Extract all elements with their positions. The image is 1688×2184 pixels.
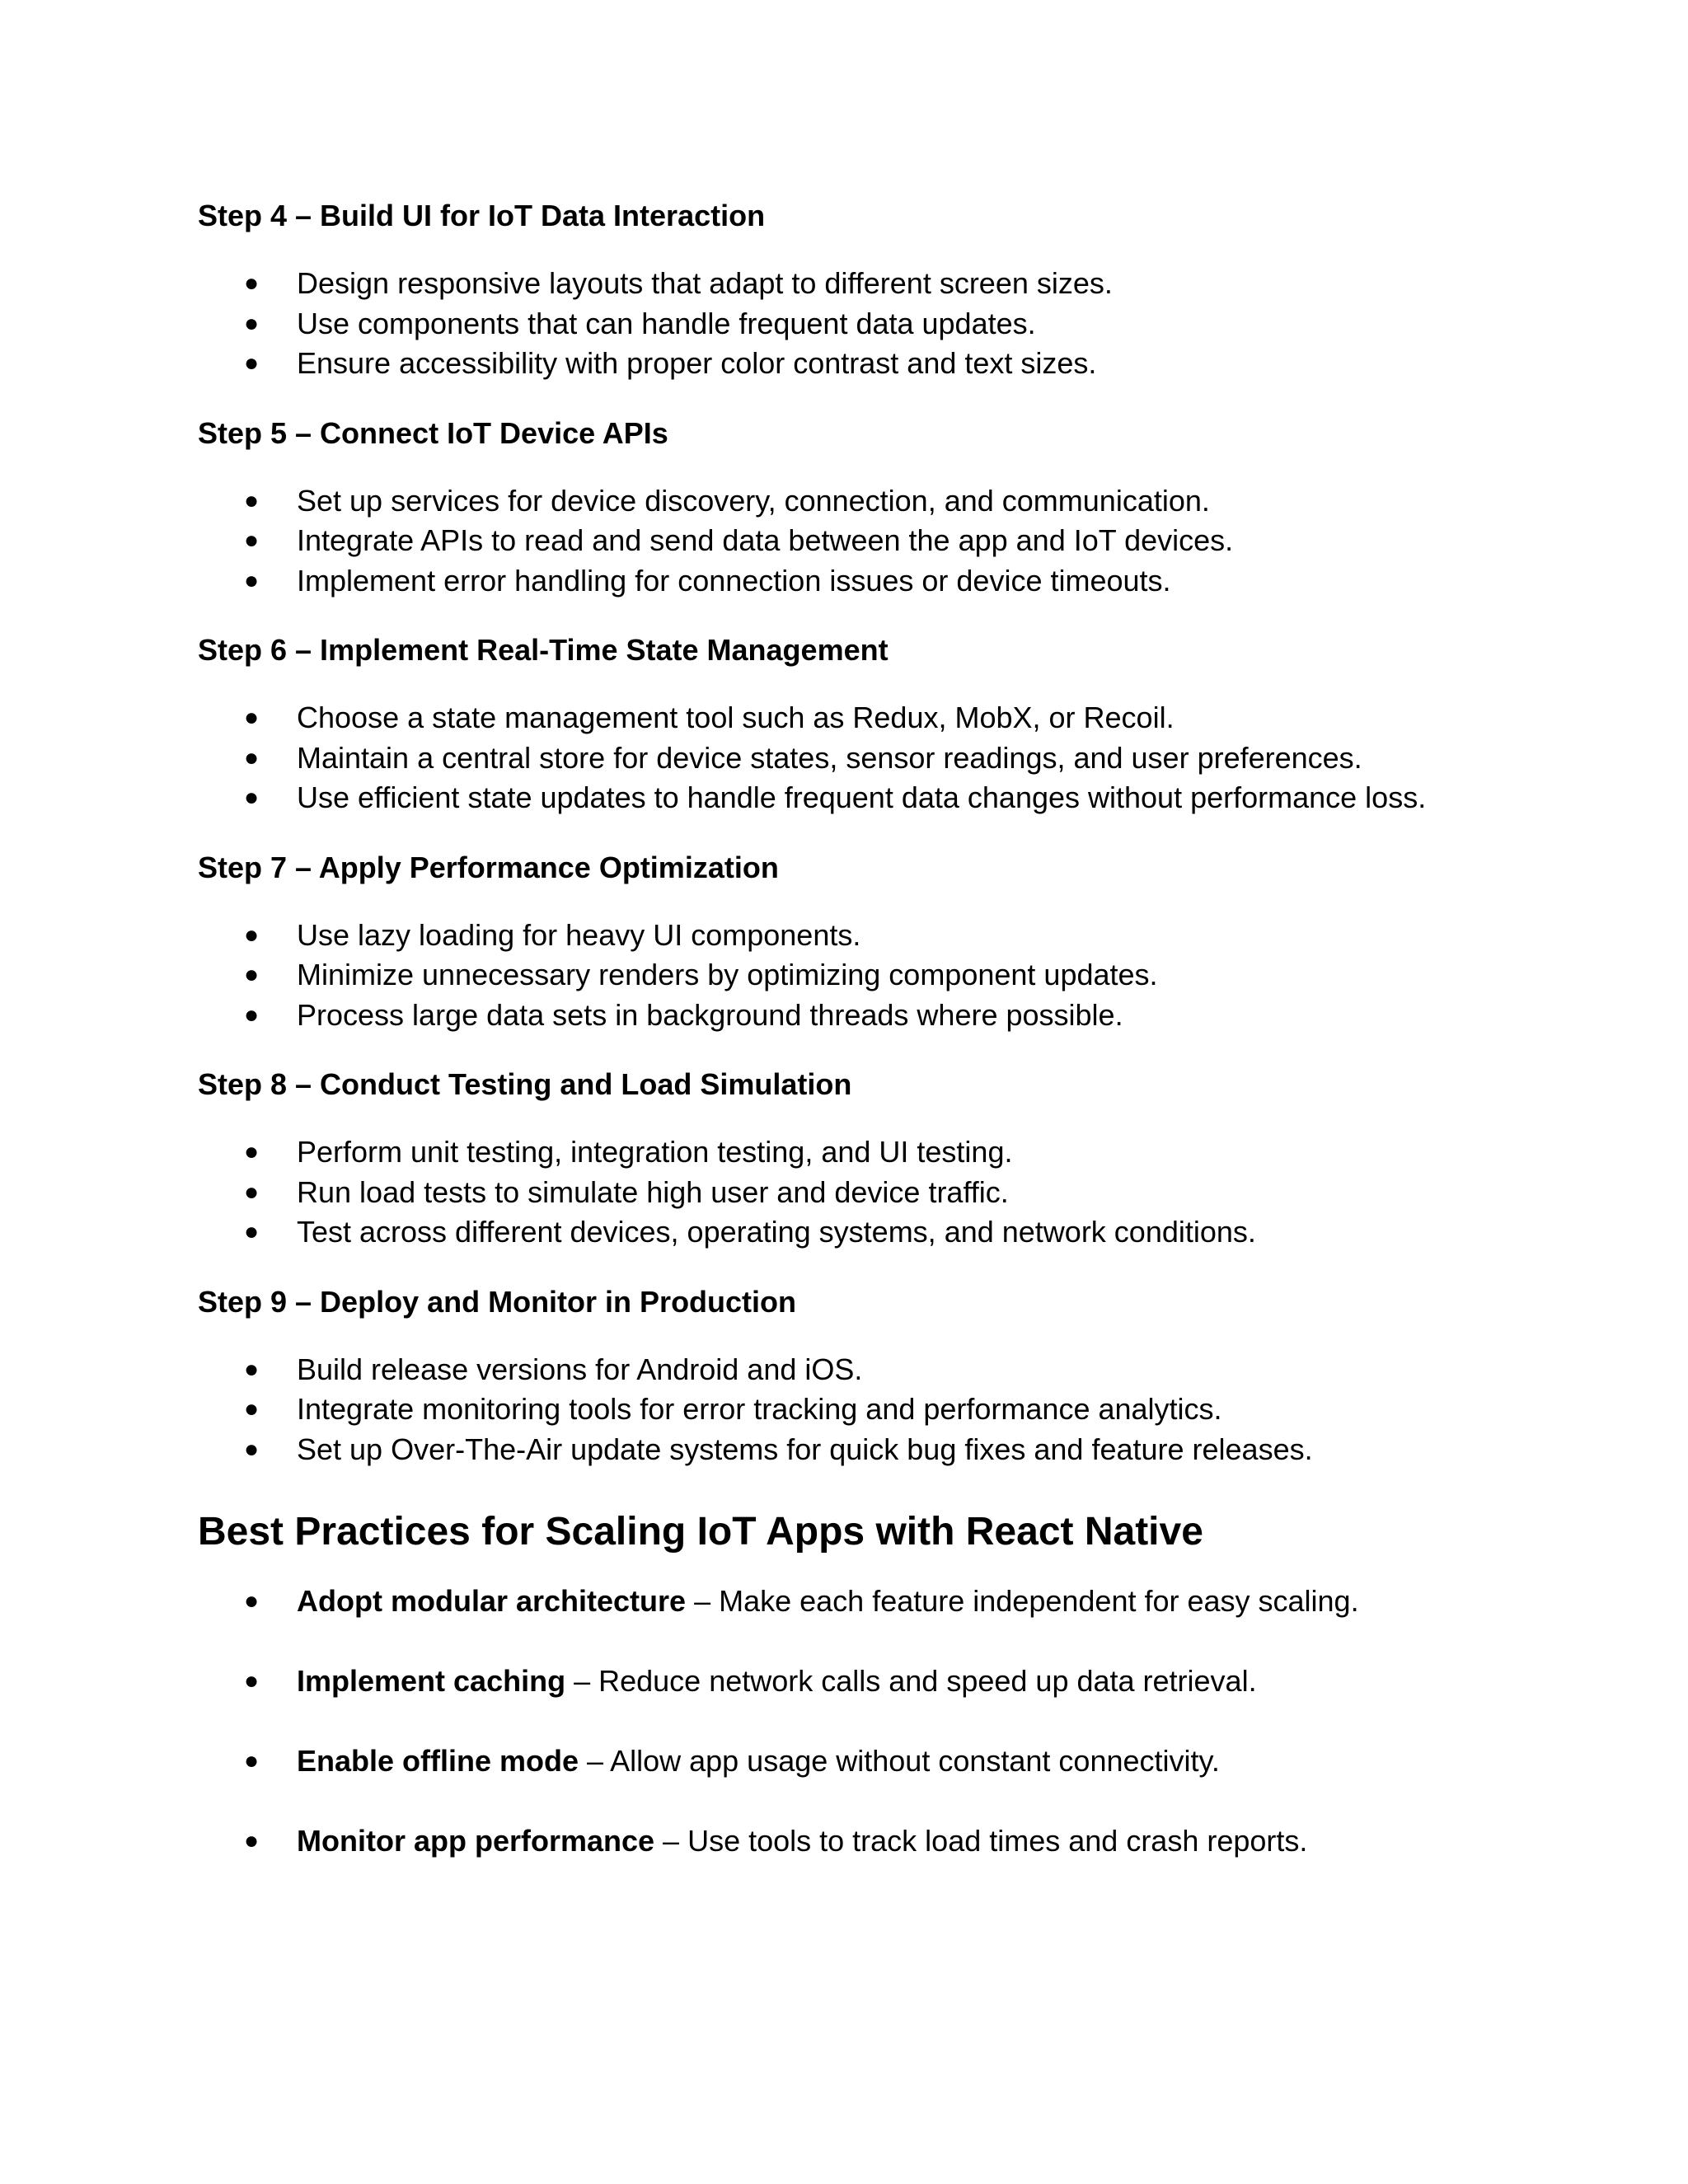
- list-item: [198, 698, 1517, 738]
- step-5-list: [198, 481, 1517, 602]
- step-5-heading: Step 5 – Connect IoT Device APIs: [198, 415, 668, 450]
- list-item-text: Maintain a central store for device states, sensor readings, and user preferences.: [297, 740, 1362, 775]
- list-item: [198, 1212, 1517, 1253]
- step-4-heading: Step 4 – Build UI for IoT Data Interaction: [198, 199, 766, 232]
- list-item-text: Minimize unnecessary renders by optimizing component updates.: [297, 958, 1158, 991]
- bullet-icon: ●: [244, 961, 260, 988]
- list-item: [198, 738, 1517, 779]
- list-item-text: Test across different devices, operating systems, and network conditions.: [297, 1215, 1256, 1249]
- bullet-icon: ●: [244, 1395, 260, 1422]
- list-item: [198, 996, 1517, 1036]
- list-item-text: Integrate APIs to read and send data between the app and IoT devices.: [297, 523, 1234, 557]
- list-item-text: Use efficient state updates to handle frequent data changes without performance loss.: [297, 780, 1427, 814]
- list-item: [198, 481, 1517, 522]
- step-6-heading: Step 6 – Implement Real-Time State Management: [198, 633, 889, 667]
- bullet-icon: ●: [244, 1355, 260, 1383]
- bullet-icon: ●: [244, 1218, 260, 1245]
- bullet-icon: ●: [244, 269, 260, 297]
- best-practice-desc: – Reduce network calls and speed up data retrieval.: [565, 1664, 1257, 1698]
- list-item-text: Implement error handling for connection issues or device timeouts.: [297, 563, 1171, 598]
- step-8-heading: Step 8 – Conduct Testing and Load Simulation: [198, 1067, 852, 1101]
- best-practice-term: Adopt modular architecture: [297, 1584, 687, 1618]
- list-item: [198, 1173, 1517, 1213]
- step-9-heading: Step 9 – Deploy and Monitor in Production: [198, 1284, 797, 1319]
- list-item: [198, 1132, 1517, 1173]
- bullet-icon: ●: [244, 921, 260, 949]
- step-9-list: [198, 1350, 1517, 1470]
- bullet-icon: ●: [244, 1827, 260, 1854]
- step-7-heading: Step 7 – Apply Performance Optimization: [198, 850, 779, 884]
- step-4-list: [198, 264, 1517, 384]
- list-item: [198, 521, 1517, 561]
- list-item-text: Ensure accessibility with proper color contrast and text sizes.: [297, 346, 1097, 380]
- list-item: [198, 264, 1517, 304]
- bullet-icon: ●: [244, 1138, 260, 1165]
- list-item: [198, 1350, 1517, 1390]
- list-item-text: Run load tests to simulate high user and device traffic.: [297, 1174, 1009, 1209]
- step-6-list: [198, 698, 1517, 818]
- list-item: [198, 344, 1517, 384]
- best-practices-heading: Best Practices for Scaling IoT Apps with React Native: [198, 1510, 1203, 1554]
- bullet-icon: ●: [244, 1001, 260, 1029]
- bullet-icon: ●: [244, 566, 260, 594]
- list-item-text: Build release versions for Android and iOS.: [297, 1352, 863, 1386]
- best-practice-desc: – Make each feature independent for easy scaling.: [686, 1584, 1359, 1618]
- list-item: [198, 1582, 1517, 1621]
- list-item: [198, 1661, 1517, 1701]
- best-practices-list: [198, 1582, 1517, 1861]
- bullet-icon: ●: [244, 1667, 260, 1694]
- bullet-icon: ●: [244, 743, 260, 771]
- list-item-text: Perform unit testing, integration testing, and UI testing.: [297, 1135, 1013, 1169]
- best-practice-term: Implement caching: [297, 1664, 566, 1698]
- bullet-icon: ●: [244, 784, 260, 811]
- list-item: [198, 304, 1517, 344]
- list-item: [198, 916, 1517, 956]
- list-item-text: Process large data sets in background threads where possible.: [297, 997, 1123, 1032]
- list-item: [198, 1821, 1517, 1861]
- list-item-text: Use lazy loading for heavy UI components.: [297, 917, 861, 952]
- list-item: [198, 955, 1517, 996]
- bullet-icon: ●: [244, 1435, 260, 1463]
- bullet-icon: ●: [244, 527, 260, 554]
- bullet-icon: ●: [244, 309, 260, 337]
- list-item-text: Design responsive layouts that adapt to different screen sizes.: [297, 266, 1113, 300]
- bullet-icon: ●: [244, 486, 260, 514]
- list-item: [198, 1390, 1517, 1430]
- bullet-icon: ●: [244, 1587, 260, 1615]
- list-item: [198, 561, 1517, 602]
- step-7-list: [198, 916, 1517, 1036]
- list-item-text: Use components that can handle frequent data updates.: [297, 306, 1036, 340]
- best-practice-term: Enable offline mode: [297, 1744, 579, 1778]
- bullet-icon: ●: [244, 1747, 260, 1774]
- list-item-text: Set up services for device discovery, connection, and communication.: [297, 483, 1210, 518]
- bullet-icon: ●: [244, 704, 260, 731]
- bullet-icon: ●: [244, 1178, 260, 1206]
- list-item-text: Integrate monitoring tools for error tracking and performance analytics.: [297, 1392, 1222, 1426]
- list-item-text: Choose a state management tool such as Redux, MobX, or Recoil.: [297, 701, 1175, 734]
- list-item: [198, 778, 1517, 818]
- list-item-text: Set up Over-The-Air update systems for quick bug fixes and feature releases.: [297, 1432, 1313, 1466]
- best-practice-desc: – Use tools to track load times and crash reports.: [654, 1824, 1308, 1858]
- best-practice-desc: – Allow app usage without constant connectivity.: [579, 1744, 1220, 1778]
- bullet-icon: ●: [244, 349, 260, 377]
- step-8-list: [198, 1132, 1517, 1253]
- list-item: [198, 1430, 1517, 1470]
- best-practice-term: Monitor app performance: [297, 1824, 655, 1858]
- document-content: [198, 196, 1517, 1901]
- list-item: [198, 1741, 1517, 1781]
